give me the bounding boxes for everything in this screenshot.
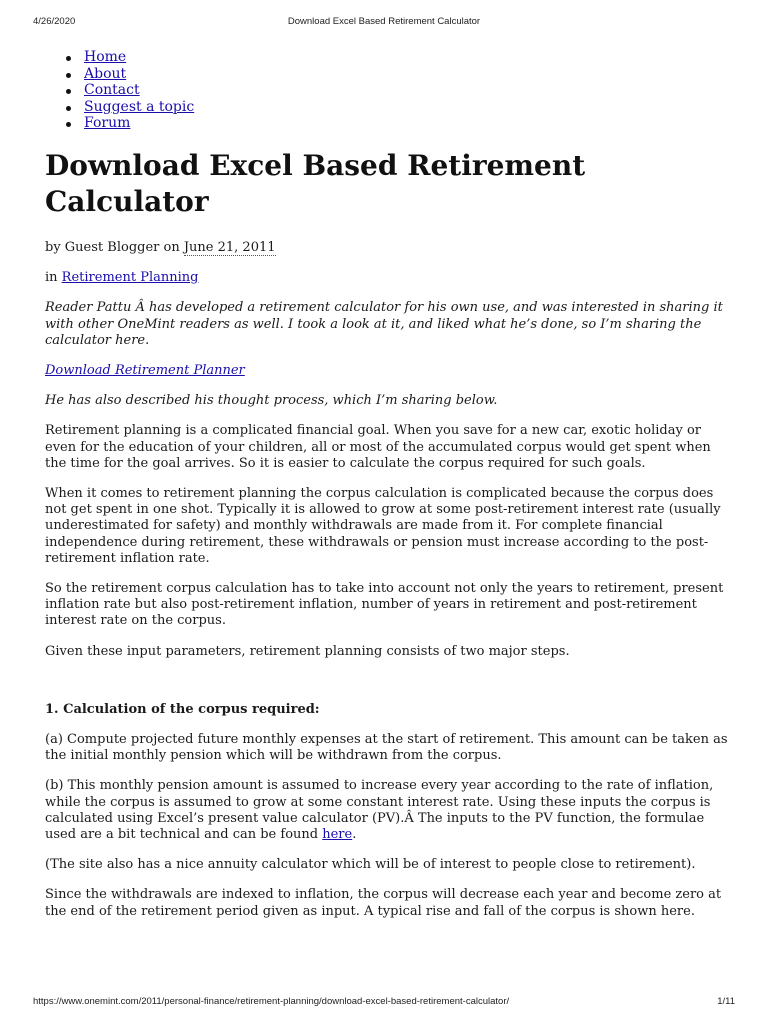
nav-item-suggest-topic [66,99,194,116]
nav-link-about[interactable]: About [84,65,127,82]
download-planner-link[interactable]: Download Retirement Planner [45,363,245,379]
byline [45,240,735,256]
step-b-text: (b) This monthly pension amount is assumed to increase every year according to the rate of inflation, while the corpus is assumed to grow at some constant interest rate. Using these inputs the corpus is calculated using Excel’s present value calculator (PV).Â The inputs to the PV function, the formulae used are a bit technical and can be found [45,778,714,843]
byline-date: June 21, 2011 [183,240,276,255]
thought-intro-text: He has also described his thought process, which I’m sharing below. [45,393,498,409]
print-date: 4/26/2020 [33,16,76,27]
nav-link-suggest-topic[interactable]: Suggest a topic [84,98,195,115]
article-title: Download Excel Based Retirement Calculator [45,149,586,218]
pv-details-link[interactable]: here [322,827,353,843]
step-b-end: . [352,827,357,843]
paragraph-1: Retirement planning is a complicated financial goal. When you save for a new car, exotic holiday or even for the education of your children, all or most of the accumulated corpus would get spent when the time for the goal arrives. So it is easier to calculate the corpus required for such goals. [45,423,711,471]
print-url: https://www.onemint.com/2011/personal-finance/retirement-planning/download-excel-based-retirement-calculator/ [33,996,510,1007]
paragraph-2: When it comes to retirement planning the corpus calculation is complicated because the corpus does not get spent in one shot. Typically it is allowed to grow at some post-retirement interest rate (usually underestimated for safety) and monthly withdrawals are made from it. For complete financial independence during retirement, these withdrawals or pension must increase according to the post-retirement inflation rate. [45,486,721,566]
withdrawals-paragraph: Since the withdrawals are indexed to inflation, the corpus will decrease each year and become zero at the end of the retirement period given as input. A typical rise and fall of the corpus is shown here. [45,887,722,919]
annuity-note-paragraph: (The site also has a nice annuity calculator which will be of interest to people close to retirement). [45,857,696,873]
print-page-number: 1/11 [717,996,735,1007]
section-spacer [45,674,735,702]
nav-link-forum[interactable]: Forum [84,115,131,131]
paragraph-3: So the retirement corpus calculation has to take into account not only the years to retirement, present inflation rate but also post-retirement inflation, number of years in retirement and post-retirement interest rate on the corpus. [45,581,724,629]
step-a-paragraph: (a) Compute projected future monthly expenses at the start of retirement. This amount can be taken as the initial monthly pension which will be withdrawn from the corpus. [45,732,728,764]
nav-item-forum [66,115,194,132]
category-link[interactable]: Retirement Planning [61,270,199,286]
nav-item-contact [66,82,194,99]
nav-item-home [66,49,194,66]
paragraph-4: Given these input parameters, retirement planning consists of two major steps. [45,643,570,659]
nav-link-contact[interactable]: Contact [84,82,140,98]
thought-intro-paragraph [45,393,735,409]
step-b-paragraph [45,778,735,843]
intro-paragraph [45,300,735,349]
site-nav [66,49,194,132]
nav-item-about [66,66,194,83]
article [45,148,735,934]
category-line [45,270,735,286]
byline-prefix: by Guest Blogger on [45,240,184,255]
category-prefix: in [45,270,62,286]
section-1-heading: 1. Calculation of the corpus required: [45,701,320,717]
download-paragraph [45,363,735,379]
nav-link-home[interactable]: Home [84,49,127,65]
intro-text: Reader Pattu Â has developed a retirement calculator for his own use, and was interested in sharing it with other OneMint readers as well. I took a look at it, and liked what he’s done, so I’m sharing the calculator here. [45,300,723,348]
print-page-title: Download Excel Based Retirement Calculator [287,16,481,27]
